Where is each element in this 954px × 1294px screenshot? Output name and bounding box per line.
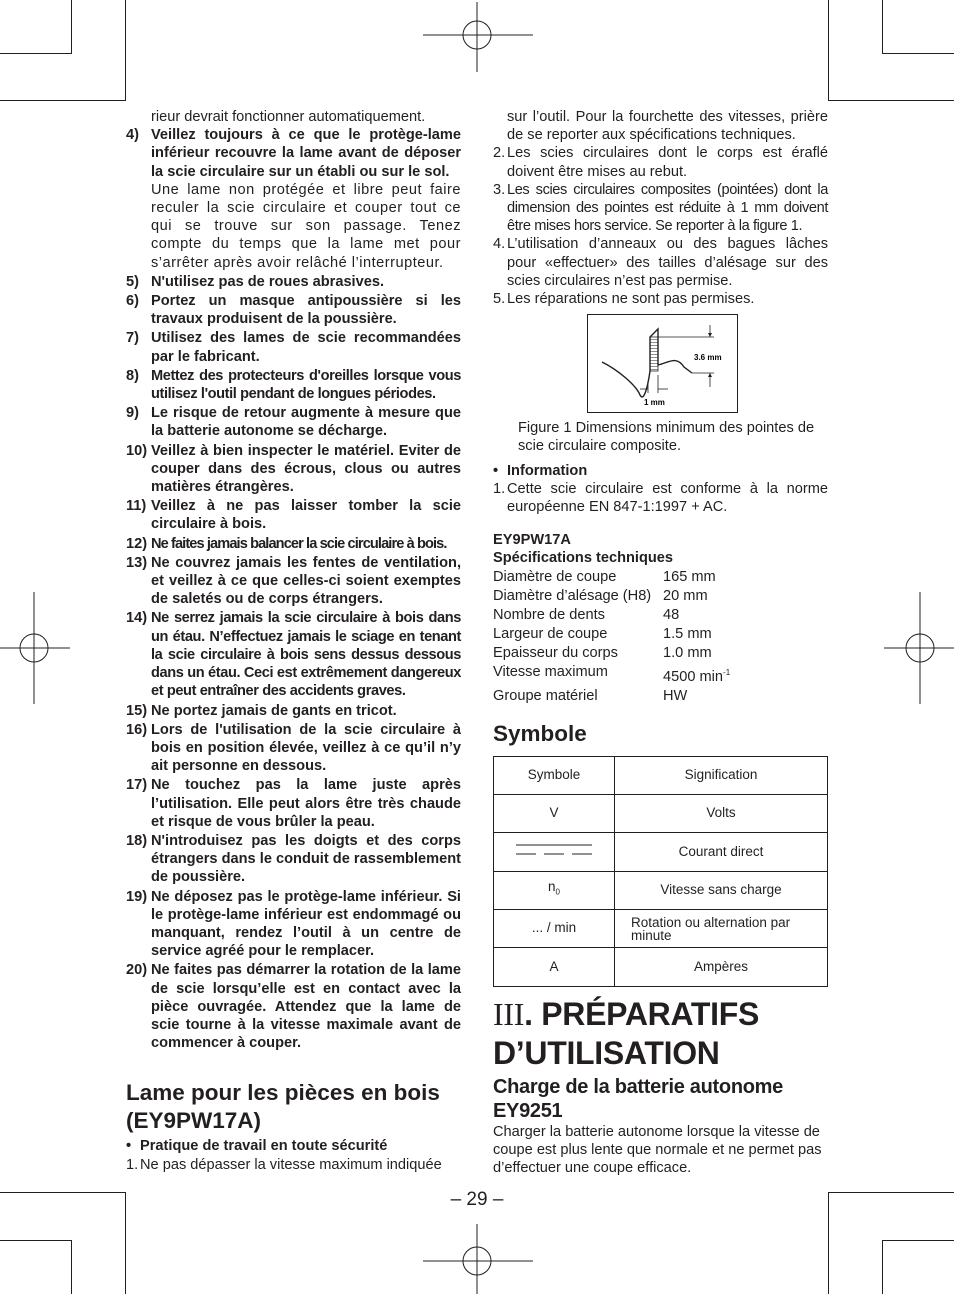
spec-row (493, 663, 828, 687)
safety-rule (126, 832, 461, 887)
registration-mark (423, 2, 533, 72)
chapter-title: III. PRÉPARATIFS D’UTILISATION (493, 995, 760, 1071)
rule-text: Ne faites pas démarrer la rotation de la lame de scie lorsqu’elle est en contact avec la pièce ouvragée. Attendez que la lame de scie tourne à la vitesse maximale avant de commencer à couper. (151, 962, 461, 1052)
bullet-text: Pratique de travail en toute sécurité (140, 1138, 388, 1155)
rule-number: 4) (126, 127, 139, 144)
rule-text: Ne déposez pas le protège-lame inférieur. Si le protège-lame inférieur est endommagé ou manquant, rendez l’outil à un centre de service agréé pour le remplacer. (151, 888, 461, 960)
safety-rule (126, 535, 461, 553)
numbered-item (493, 181, 828, 236)
meaning-cell: Rotation ou alternation par minute (615, 910, 828, 948)
rule-number: 8) (126, 367, 139, 384)
item-text: Les scies circulaires dont le corps est éraflé doivent être mises au rebut. (507, 145, 828, 180)
spec-row (493, 606, 828, 625)
bullet-item: • Information (493, 462, 588, 479)
meaning-cell: Volts (615, 794, 828, 833)
figure-1 (587, 314, 738, 413)
spec-label: Groupe matériel (493, 687, 598, 704)
item-number: 1. (126, 1156, 139, 1173)
safety-rule (126, 776, 461, 831)
rule-number: 5) (126, 273, 139, 290)
safety-rule (126, 554, 461, 609)
spec-value: 165 mm (663, 568, 716, 585)
table-row (494, 871, 828, 910)
table-row (494, 833, 828, 872)
safety-rule (126, 609, 461, 700)
spec-value: 1.5 mm (663, 625, 712, 642)
spec-row (493, 568, 828, 587)
numbered-item (493, 290, 828, 308)
meaning-cell: Courant direct (615, 833, 828, 872)
rule-text: Portez un masque antipoussière si les travaux produisent de la poussière. (151, 293, 461, 328)
numbered-item (126, 1156, 461, 1174)
bullet-item: • Pratique de travail en toute sécurité (126, 1138, 388, 1155)
meaning-cell: Vitesse sans charge (615, 871, 828, 910)
dimension-label: 3.6 mm (694, 353, 722, 363)
crop-mark (0, 100, 126, 101)
symbol-table (493, 756, 828, 987)
spec-label: Nombre de dents (493, 606, 605, 623)
crop-mark (828, 0, 829, 101)
item-number: 1. (493, 480, 506, 497)
spec-value: 20 mm (663, 587, 708, 604)
crop-mark (0, 1240, 72, 1241)
crop-mark (882, 1240, 954, 1241)
safety-rule (126, 442, 461, 497)
crop-mark (828, 100, 954, 101)
safety-rule (126, 888, 461, 961)
rule-text: Utilisez des lames de scie recommandées par le fabricant. (151, 330, 461, 365)
continued-text: sur l’outil. Pour la fourchette des vitesses, prière de se reporter aux spécifications techniques. (507, 109, 828, 144)
rule-text: Ne faites jamais balancer la scie circulaire à bois. (151, 535, 447, 552)
rule-text: Une lame non protégée et libre peut faire reculer la scie circulaire et couper tout ce qui se trouve sur son passage. Tenez compte du temps que la lame met pour s’arrêter après avoir relâché l’interrupteur. (151, 181, 461, 271)
numbered-item (493, 235, 828, 290)
safety-rule (126, 329, 461, 365)
subsection-heading: Charge de la batterie autonome EY9251 (493, 1075, 783, 1122)
safety-rule (126, 961, 461, 1052)
rule-text: Lors de l'utilisation de la scie circulaire à bois en position élevée, veillez à ce qu’il n’y ait personne en dessous. (151, 721, 461, 775)
rule-text: Veillez à bien inspecter le matériel. Eviter de couper dans des écrous, clous ou autres matières étrangères. (151, 442, 461, 496)
spec-unit-exponent: -1 (723, 667, 731, 677)
item-text: Ne pas dépasser la vitesse maximum indiquée (140, 1156, 442, 1173)
rule-number: 7) (126, 330, 139, 347)
table-row (494, 794, 828, 833)
rule-text: Ne serrez jamais la scie circulaire à bois dans un étau. N’effectuez jamais le sciage en tenant la scie circulaire à bois sens dessus dessous dans un étau. Ceci est extrêmement dangereux et peut entraîner des accidents graves. (151, 610, 461, 700)
spec-label: Diamètre d’alésage (H8) (493, 587, 652, 604)
spec-value: 4500 $\min^{-1}$ (663, 667, 731, 685)
item-number: 4. (493, 236, 506, 253)
spec-label: Largeur de coupe (493, 625, 608, 642)
rule-text: Mettez des protecteurs d'oreilles lorsque vous utilisez l'outil pendant de longues périodes. (151, 367, 461, 403)
figure-caption: Figure 1 Dimensions minimum des pointes de scie circulaire composite. (518, 420, 815, 455)
item-text: L’utilisation d’anneaux ou des bagues lâches pour «effectuer» des tailles d’alésage sur des scies circulaires n’est pas permise. (507, 236, 828, 289)
dimension-label: 1 mm (644, 398, 665, 408)
paragraph: Charger la batterie autonome lorsque la vitesse de coupe est plus lente que normale et ne permet pas d’effectuer une coupe efficace. (493, 1123, 822, 1176)
rule-text: Le risque de retour augmente à mesure que la batterie autonome se décharge. (151, 405, 461, 440)
rule-number: 12) (126, 535, 148, 552)
spec-row (493, 625, 828, 644)
rule-number: 6) (126, 293, 139, 310)
item-number: 5. (493, 291, 506, 308)
rule-number: 11) (126, 498, 147, 515)
safety-rule (126, 404, 461, 440)
table-row (494, 948, 828, 987)
rule-number: 13) (126, 554, 148, 571)
bullet-text: Information (507, 462, 588, 479)
model-name: EY9PW17A (493, 532, 571, 549)
spec-table (493, 568, 828, 706)
safety-rule (126, 702, 461, 720)
symbol-heading: Symbole (493, 720, 587, 746)
numbered-item (493, 480, 828, 516)
rule-number: 20) (126, 962, 148, 979)
spec-value: 1.0 mm (663, 644, 712, 661)
safety-rule (126, 497, 461, 533)
rule-number: 17) (126, 777, 148, 794)
crop-mark (882, 53, 954, 54)
registration-mark (884, 592, 954, 704)
rule-text-bold: Veillez toujours à ce que le protège-lame inférieur recouvre la lame avant de déposer la scie circulaire sur un établi ou sur le sol. (151, 127, 461, 180)
rule-number: 19) (126, 888, 148, 905)
crop-mark (0, 53, 72, 54)
rule-text: N'utilisez pas de roues abrasives. (151, 273, 385, 290)
rule-text: Ne couvrez jamais les fentes de ventilation, et veillez à ce que celles-ci soient exemptes de saletés ou de corps étrangers. (151, 554, 461, 608)
rule-text: Veillez à ne pas laisser tomber la scie circulaire à bois. (151, 498, 461, 533)
item-number: 3. (493, 181, 506, 198)
right-column (493, 108, 828, 1177)
rule-number: 16) (126, 721, 148, 738)
spec-value: 48 (663, 606, 680, 623)
left-column (126, 108, 461, 1174)
crop-mark (125, 0, 126, 101)
crop-mark (882, 0, 883, 54)
spec-row (493, 587, 828, 606)
safety-rules-list (126, 273, 461, 1053)
symbol-cell: A (494, 948, 615, 987)
roman-numeral: III (493, 995, 525, 1032)
safety-rule-4 (126, 126, 461, 272)
crop-mark (882, 1240, 883, 1294)
spec-label: Vitesse maximum (493, 663, 608, 680)
table-header-row (494, 756, 828, 794)
rule-number: 15) (126, 702, 148, 719)
symbol-cell: V (494, 794, 615, 833)
spec-row (493, 687, 828, 706)
item-text: Les scies circulaires composites (pointées) dont la dimension des pointes est réduite à 1 mm doivent être mises hors service. Se reporter à la figure 1. (507, 181, 828, 235)
safety-rule (126, 273, 461, 291)
safety-rule (126, 292, 461, 328)
spec-label: Diamètre de coupe (493, 568, 617, 585)
symbol-cell: ... / min (494, 910, 615, 948)
registration-mark (423, 1224, 533, 1294)
rule-text: Ne touchez pas la lame juste après l’utilisation. Elle peut alors être très chaude et risque de vous brûler la peau. (151, 777, 461, 830)
item-text: Cette scie circulaire est conforme à la norme européenne EN 847-1:1997 + AC. (507, 480, 828, 516)
registration-mark (0, 592, 70, 704)
safety-rule (126, 721, 461, 776)
table-row (494, 910, 828, 948)
symbol-cell: $n_0$ (494, 871, 615, 910)
item-text: Les réparations ne sont pas permises. (507, 291, 755, 308)
item-number: 2. (493, 145, 506, 162)
rule-text: Ne portez jamais de gants en tricot. (151, 702, 397, 719)
column-header: Signification (615, 756, 828, 794)
spec-label: Epaisseur du corps (493, 644, 618, 661)
meaning-cell: Ampères (615, 948, 828, 987)
saw-tooth-diagram (588, 315, 737, 412)
rule-number: 14) (126, 610, 148, 627)
rule-number: 18) (126, 832, 148, 849)
crop-mark (71, 1240, 72, 1294)
numbered-item (493, 144, 828, 180)
page-number: – 29 – (450, 1189, 504, 1210)
continued-text: rieur devrait fonctionner automatiquement. (151, 109, 426, 125)
section-heading: Lame pour les pièces en bois (EY9PW17A) (126, 1080, 440, 1134)
crop-mark (71, 0, 72, 54)
column-header: Symbole (494, 756, 615, 794)
spec-title: Spécifications techniques (493, 550, 674, 567)
symbol-cell (494, 833, 615, 872)
safety-rule (126, 367, 461, 403)
spec-value: HW (663, 687, 688, 704)
rule-number: 10) (126, 442, 148, 459)
numbered-list (493, 144, 828, 308)
rule-text: N'introduisez pas les doigts et des corps étrangers dans le conduit de rassemblement de poussière. (151, 832, 461, 886)
rule-number: 9) (126, 405, 139, 422)
spec-row (493, 644, 828, 663)
direct-current-icon (514, 841, 594, 857)
